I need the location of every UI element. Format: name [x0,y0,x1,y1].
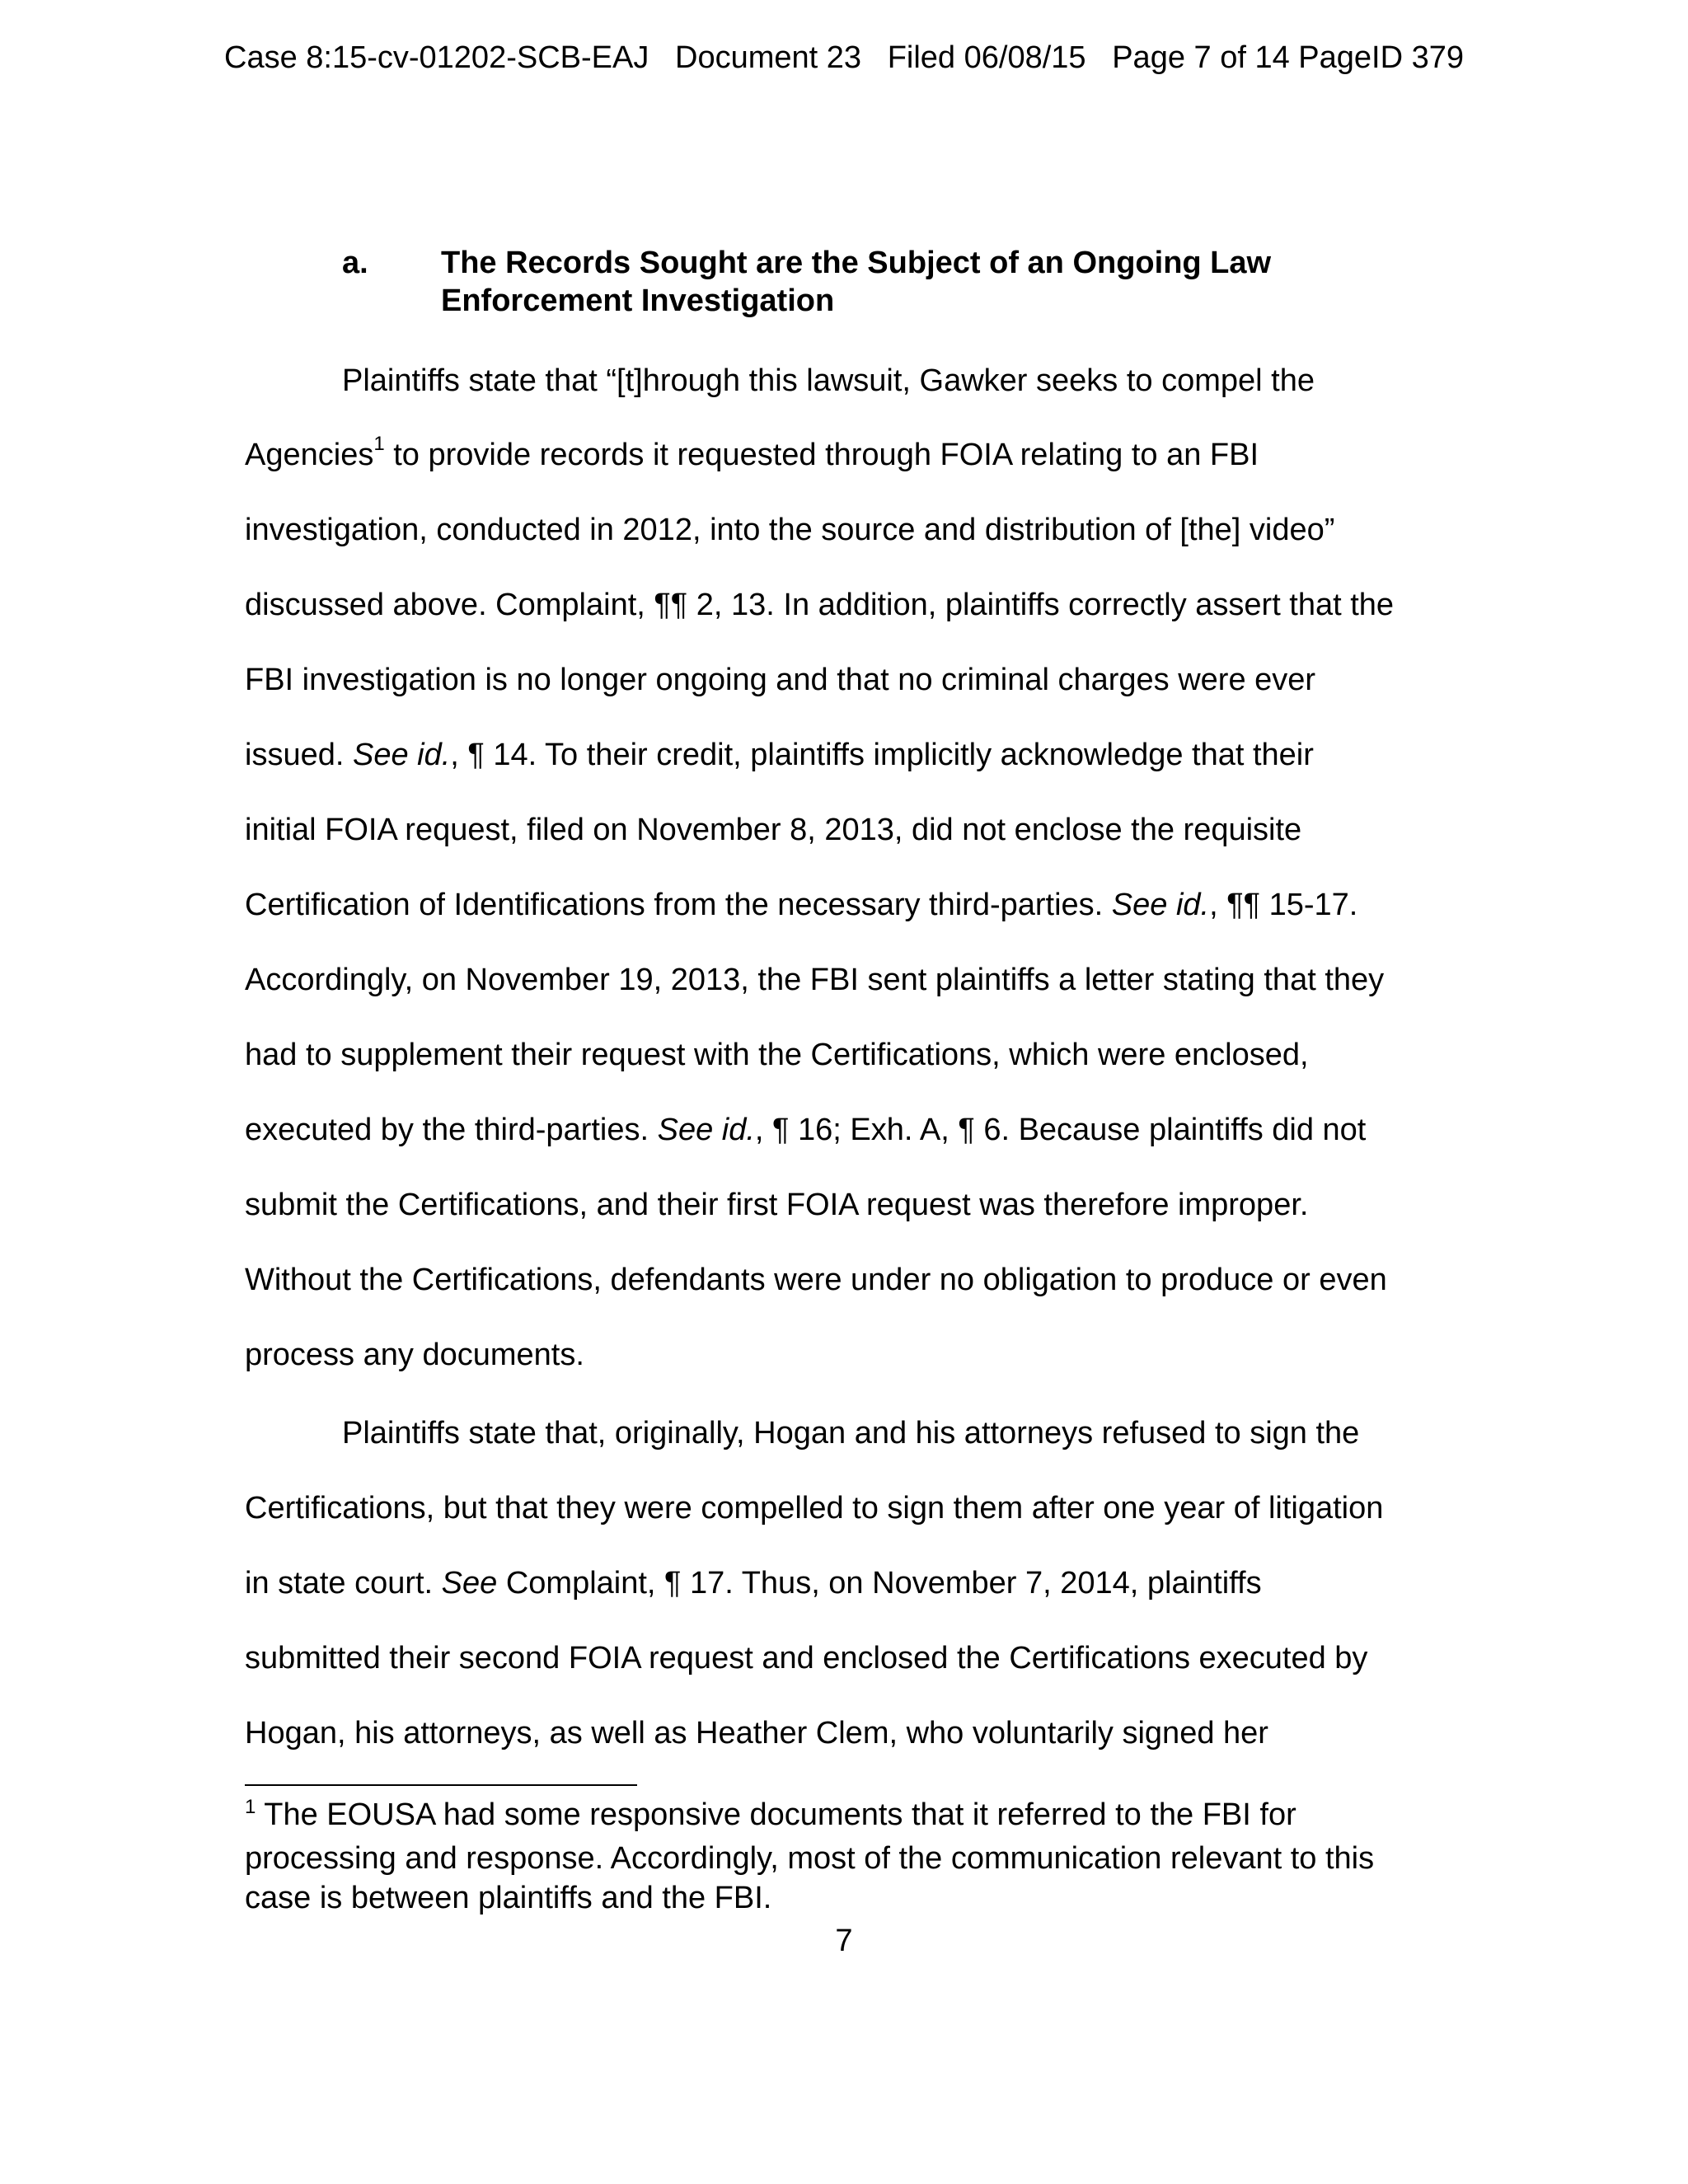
section-title-line-2: Enforcement Investigation [441,284,835,318]
footnote [245,1795,1481,1918]
footnote-marker: 1 [245,1796,256,1818]
paragraph-1-line-9: Accordingly, on November 19, 2013, the FBI sent plaintiffs a letter stating that they [245,963,1385,997]
paragraph-2-line-5: Hogan, his attorneys, as well as Heather Clem, who voluntarily signed her [245,1716,1268,1750]
paragraph-1-line-14: process any documents. [245,1338,584,1372]
section-letter: a. [342,246,368,280]
citation-signal: See id. [657,1113,755,1147]
paragraph-1-line-6 [245,736,1314,774]
paragraph-1-line-3: investigation, conducted in 2012, into the source and distribution of [the] video” [245,513,1335,547]
paragraph-2-line-1: Plaintiffs state that, originally, Hogan and his attorneys refused to sign the [342,1416,1360,1451]
section-title-line-1: The Records Sought are the Subject of an Ongoing Law [441,246,1272,280]
paragraph-1-line-8 [245,886,1357,924]
paragraph-1-line-1: Plaintiffs state that “[t]hrough this lawsuit, Gawker seeks to compel the [342,363,1315,398]
text-run: Complaint, ¶ 17. Thus, on November 7, 2014, plaintiffs [497,1566,1262,1601]
text-run: executed by the third-parties. [245,1113,658,1147]
paragraph-1-line-13: Without the Certifications, defendants were under no obligation to produce or even [245,1263,1387,1297]
paragraph-1-line-12: submit the Certifications, and their first FOIA request was therefore improper. [245,1188,1309,1222]
text-run: , ¶ 16; Exh. A, ¶ 6. Because plaintiffs did not [754,1113,1367,1147]
text-run: Agencies [245,438,374,472]
footnote-separator [245,1784,637,1786]
footnote-reference: 1 [373,433,385,456]
case-header: Case 8:15-cv-01202-SCB-EAJ Document 23 Filed 06/08/15 Page 7 of 14 PageID 379 [224,40,1464,75]
paragraph-2-line-3 [245,1564,1262,1602]
paragraph-1-line-7: initial FOIA request, filed on November 8, 2013, did not enclose the requisite [245,813,1302,847]
footnote-line-2: processing and response. Accordingly, most of the communication relevant to this [245,1841,1375,1876]
text-run: The EOUSA had some responsive documents that it referred to the FBI for [256,1797,1296,1832]
paragraph-2-line-2: Certifications, but that they were compelled to sign them after one year of litigation [245,1491,1384,1526]
text-run: Certification of Identifications from the necessary third-parties. [245,888,1112,922]
citation-signal: See [441,1566,498,1601]
paragraph-2-line-4: submitted their second FOIA request and enclosed the Certifications executed by [245,1641,1368,1675]
text-run: in state court. [245,1566,442,1601]
text-run: to provide records it requested through FOIA relating to an FBI [384,438,1259,472]
paragraph-1-line-4: discussed above. Complaint, ¶¶ 2, 13. In addition, plaintiffs correctly assert that the [245,588,1395,622]
text-run: , ¶ 14. To their credit, plaintiffs implicitly acknowledge that their [450,738,1314,772]
text-run: issued. [245,738,353,772]
paragraph-1-line-2 [245,433,1259,474]
text-run: , ¶¶ 15-17. [1209,888,1358,922]
paragraph-1-line-10: had to supplement their request with the Certifications, which were enclosed, [245,1038,1309,1072]
footnote-line-3: case is between plaintiffs and the FBI. [245,1881,772,1915]
footnote-line-1 [245,1795,1481,1839]
paragraph-1-line-11 [245,1111,1366,1149]
page-number: 7 [835,1924,853,1958]
paragraph-1-line-5: FBI investigation is no longer ongoing and that no criminal charges were ever [245,663,1316,697]
citation-signal: See id. [352,738,451,772]
section-title [441,244,1430,320]
citation-signal: See id. [1111,888,1210,922]
